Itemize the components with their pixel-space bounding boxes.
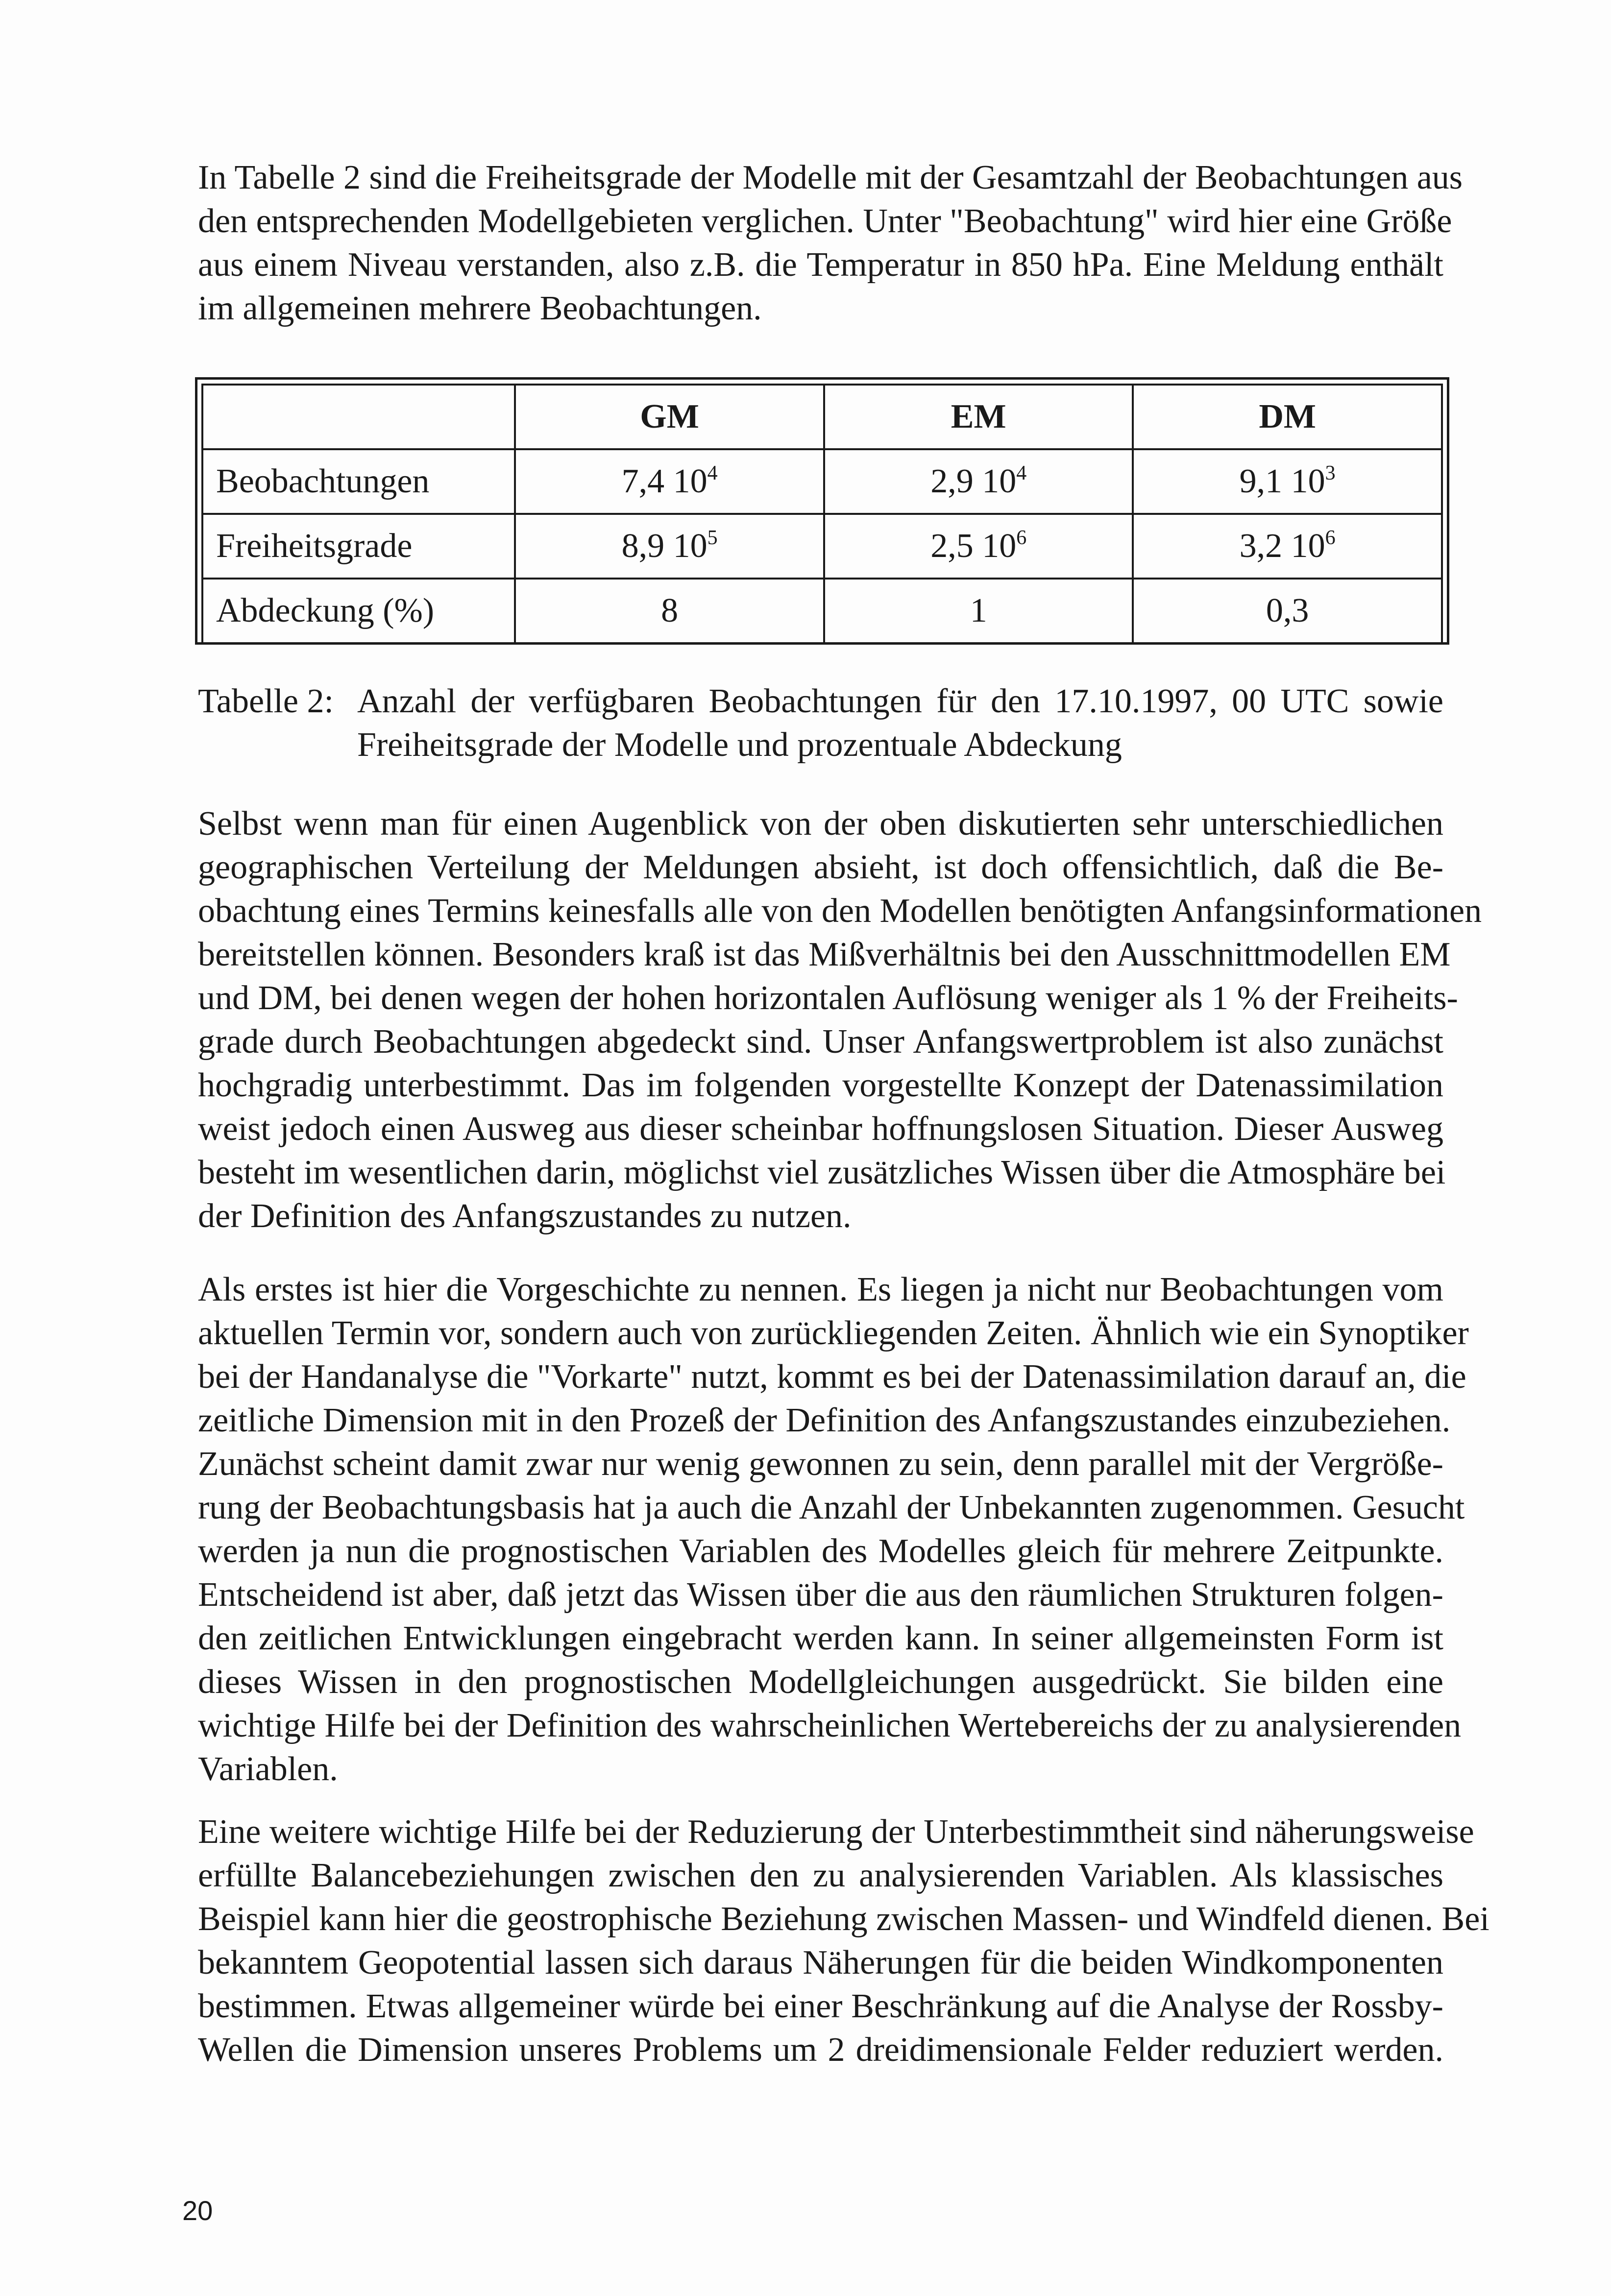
text-line: Beispiel kann hier die geostrophische Beziehung zwischen Massen- und Windfeld dienen. Bei	[198, 1900, 1489, 1938]
text-line: aus einem Niveau verstanden, also z.B. die Temperatur in 850 hPa. Eine Meldung enthält	[198, 246, 1443, 284]
text-line: der Definition des Anfangszustandes zu nutzen.	[198, 1197, 852, 1235]
text-line: hochgradig unterbestimmt. Das im folgenden vorgestellte Konzept der Datenassimilation	[198, 1066, 1443, 1104]
paragraph-intro	[198, 156, 1463, 330]
table-cell: 2,5 $10^6$	[824, 514, 1133, 579]
text-line: obachtung eines Termins keinesfalls alle von den Modellen benötigten Anfangsinformationen	[198, 892, 1482, 930]
text-line: weist jedoch einen Ausweg aus dieser scheinbar hoffnungslosen Situation. Dieser Ausweg	[198, 1110, 1443, 1148]
paragraph-history	[198, 1268, 1469, 1791]
caption-line: Freiheitsgrade der Modelle und prozentuale Abdeckung	[357, 726, 1122, 764]
text-line: im allgemeinen mehrere Beobachtungen.	[198, 290, 762, 327]
table-cell: 0,3	[1133, 579, 1442, 643]
text-line: Eine weitere wichtige Hilfe bei der Reduzierung der Unterbestimmtheit sind näherungsweise	[198, 1813, 1474, 1851]
text-line: Variablen.	[198, 1750, 338, 1788]
text-line: Selbst wenn man für einen Augenblick von der oben diskutierten sehr unterschiedlichen	[198, 805, 1443, 843]
text-line: besteht im wesentlichen darin, möglichst viel zusätzliches Wissen über die Atmosphäre bei	[198, 1154, 1446, 1191]
text-line: geographischen Verteilung der Meldungen absieht, ist doch offensichtlich, daß die Be-	[198, 848, 1443, 886]
text-line: und DM, bei denen wegen der hohen horizontalen Auflösung weniger als 1 % der Freiheits-	[198, 979, 1458, 1017]
text-line: bei der Handanalyse die "Vorkarte" nutzt, kommt es bei der Datenassimilation darauf an, die	[198, 1358, 1466, 1396]
page-number: 20	[182, 2195, 213, 2226]
text-line: zeitliche Dimension mit in den Prozeß der Definition des Anfangszustandes einzubeziehen.	[198, 1402, 1451, 1439]
paragraph-underdetermination	[198, 802, 1482, 1238]
table-cell: 2,9 $10^4$	[824, 449, 1133, 514]
text-line: bereitstellen können. Besonders kraß ist das Mißverhältnis bei den Ausschnittmodellen EM	[198, 936, 1451, 973]
table-row	[202, 449, 1442, 514]
text-line: In Tabelle 2 sind die Freiheitsgrade der Modelle mit der Gesamtzahl der Beobachtungen aus	[198, 159, 1463, 196]
table-cell: 8	[515, 579, 824, 643]
caption-label: Tabelle 2:	[198, 682, 334, 720]
caption-line: Anzahl der verfügbaren Beobachtungen für den 17.10.1997, 00 UTC sowie	[357, 682, 1443, 720]
row-label: Freiheitsgrade	[202, 514, 515, 579]
table-row	[202, 579, 1442, 643]
text-line: Zunächst scheint damit zwar nur wenig gewonnen zu sein, denn parallel mit der Vergröße-	[198, 1445, 1443, 1483]
text-line: Als erstes ist hier die Vorgeschichte zu nennen. Es liegen ja nicht nur Beobachtungen vom	[198, 1271, 1443, 1308]
text-line: erfüllte Balancebeziehungen zwischen den zu analysierenden Variablen. Als klassisches	[198, 1857, 1443, 1894]
table-cell: 8,9 $10^5$	[515, 514, 824, 579]
table-cell: 9,1 $10^3$	[1133, 449, 1442, 514]
paragraph-balance	[198, 1810, 1489, 2072]
text-line: den entsprechenden Modellgebieten verglichen. Unter "Beobachtung" wird hier eine Größe	[198, 202, 1452, 240]
row-label: Abdeckung (%)	[202, 579, 515, 643]
table-header-em: EM	[824, 385, 1133, 449]
text-line: bestimmen. Etwas allgemeiner würde bei einer Beschränkung auf die Analyse der Rossby-	[198, 1987, 1443, 2025]
table-cell: 7,4 $10^4$	[515, 449, 824, 514]
text-line: bekanntem Geopotential lassen sich daraus Näherungen für die beiden Windkomponenten	[198, 1944, 1443, 1982]
text-line: werden ja nun die prognostischen Variablen des Modelles gleich für mehrere Zeitpunkte.	[198, 1532, 1443, 1570]
table-header-empty	[202, 385, 515, 449]
table-header-gm: GM	[515, 385, 824, 449]
row-label: Beobachtungen	[202, 449, 515, 514]
table-cell: 1	[824, 579, 1133, 643]
text-line: Entscheidend ist aber, daß jetzt das Wissen über die aus den räumlichen Strukturen folgen-	[198, 1576, 1443, 1614]
text-line: wichtige Hilfe bei der Definition des wahrscheinlichen Wertebereichs der zu analysierenden	[198, 1707, 1462, 1744]
table-cell: 3,2 $10^6$	[1133, 514, 1442, 579]
observation-table-frame	[195, 377, 1449, 645]
table-header-row	[202, 385, 1442, 449]
text-line: rung der Beobachtungsbasis hat ja auch die Anzahl der Unbekannten zugenommen. Gesucht	[198, 1489, 1465, 1526]
table-row	[202, 514, 1442, 579]
caption-text	[357, 679, 1443, 767]
observation-table	[201, 384, 1443, 644]
text-line: Wellen die Dimension unseres Problems um 2 dreidimensionale Felder reduziert werden.	[198, 2031, 1443, 2069]
table-header-dm: DM	[1133, 385, 1442, 449]
text-line: dieses Wissen in den prognostischen Modellgleichungen ausgedrückt. Sie bilden eine	[198, 1663, 1443, 1701]
text-line: den zeitlichen Entwicklungen eingebracht werden kann. In seiner allgemeinsten Form ist	[198, 1619, 1443, 1657]
text-line: aktuellen Termin vor, sondern auch von zurückliegenden Zeiten. Ähnlich wie ein Synoptiker	[198, 1314, 1469, 1352]
text-line: grade durch Beobachtungen abgedeckt sind. Unser Anfangswertproblem ist also zunächst	[198, 1023, 1443, 1061]
